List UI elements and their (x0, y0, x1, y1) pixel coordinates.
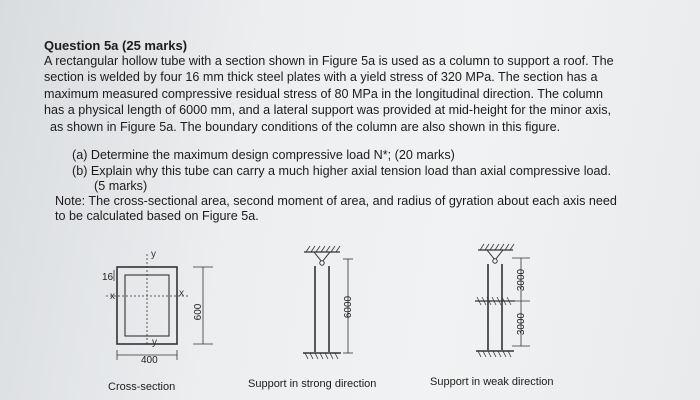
part-b-marks: (5 marks) (94, 179, 148, 193)
paragraph-line: A rectangular hollow tube with a section shown in Figure 5a is used as a column to support a roof. The (44, 54, 614, 68)
paragraph-line: section is welded by four 16 mm thick steel plates with a yield stress of 320 MPa. The section has a (44, 70, 598, 85)
paragraph-line: has a physical length of 6000 mm, and a lateral support was provided at mid-height for the minor axis, (44, 103, 612, 118)
question-title: Question 5a (25 marks) (44, 38, 188, 53)
paragraph-line: as shown in Figure 5a. The boundary conditions of the column are also shown in this figure. (50, 119, 561, 134)
cross-section-caption: Cross-section (108, 381, 176, 393)
weak-direction-caption: Support in weak direction (430, 376, 554, 388)
axis-y-top-label: y (151, 249, 156, 260)
note-text: Note: The cross-sectional area, second moment of area, and radius of gyration about each axis need (55, 194, 617, 208)
weak-upper-length-label: 3000 (516, 268, 527, 292)
strong-direction-caption: Support in strong direction (248, 378, 377, 390)
weak-direction-drawing (475, 244, 530, 357)
width-label: 400 (141, 355, 158, 366)
weak-lower-length-label: 3000 (516, 312, 527, 336)
axis-y-bottom-label: y (152, 337, 157, 348)
axis-x-right-label: x (179, 288, 184, 299)
part-a-text: (a) Determine the maximum design compressive load N*; (20 marks) (72, 148, 455, 162)
note-text-continued: to be calculated based on Figure 5a. (55, 209, 259, 223)
thickness-label: 16 (102, 272, 114, 283)
paragraph-line: maximum measured compressive residual stress of 80 MPa in the longitudinal direction. The column (44, 86, 604, 101)
part-b-text: (b) Explain why this tube can carry a much higher axial tension load than axial compressive load. (72, 164, 612, 178)
height-label: 600 (193, 303, 204, 321)
axis-x-left-label: x (110, 291, 115, 302)
strong-length-label: 6000 (343, 295, 354, 319)
